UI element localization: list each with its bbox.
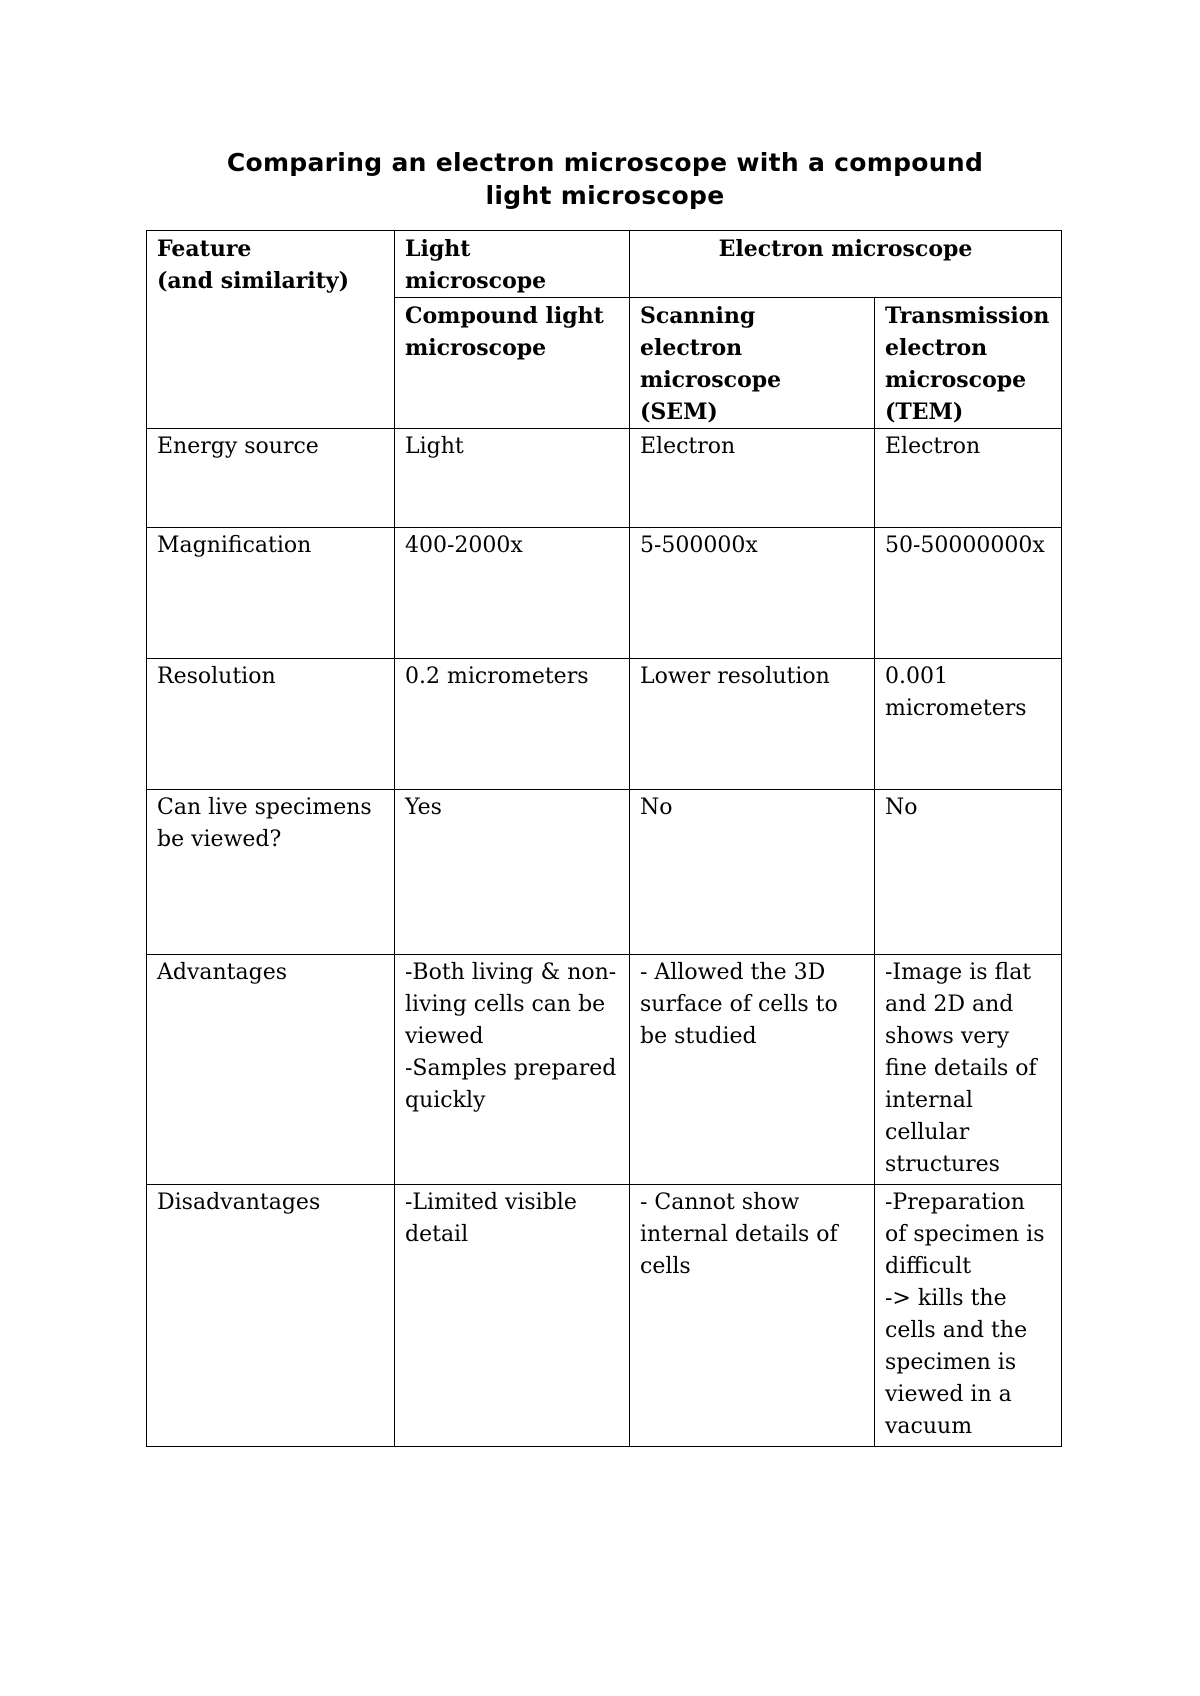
- cell-line: No: [640, 795, 673, 820]
- header-sem-name: Scanning electron microscope: [640, 303, 782, 393]
- cell-line: 5-500000x: [640, 533, 758, 558]
- cell-line: Electron: [640, 434, 736, 459]
- table-row: [147, 1185, 1062, 1447]
- cell-tem: [875, 528, 1062, 659]
- cell-light: [395, 659, 630, 790]
- cell-sem: [630, 528, 875, 659]
- cell-light: [395, 1185, 630, 1447]
- comparison-table: [146, 230, 1062, 1447]
- cell-light: [395, 790, 630, 955]
- cell-sem: [630, 1185, 875, 1447]
- header-electron-group: Electron microscope: [630, 231, 1062, 298]
- cell-light: [395, 955, 630, 1185]
- header-row-groups: [147, 231, 1062, 298]
- cell-tem: [875, 659, 1062, 790]
- cell-line: Electron: [885, 434, 981, 459]
- row-feature: Resolution: [147, 659, 395, 790]
- cell-line: Yes: [405, 795, 442, 820]
- row-feature: Can live specimens be viewed?: [147, 790, 395, 955]
- cell-line: -Preparation of specimen is difficult: [885, 1190, 1045, 1279]
- header-tem: [875, 298, 1062, 429]
- cell-line: No: [885, 795, 918, 820]
- cell-line: Lower resolution: [640, 664, 830, 689]
- page-title-line-1: Comparing an electron microscope with a compound: [226, 148, 984, 177]
- cell-line: 400-2000x: [405, 533, 523, 558]
- header-feature-sublabel: (and similarity): [157, 268, 349, 294]
- cell-line: - Cannot show internal details of cells: [640, 1190, 838, 1279]
- cell-tem: [875, 429, 1062, 528]
- cell-line: 0.2 micrometers: [405, 664, 589, 689]
- cell-line: -Both living & non-living cells can be viewed: [405, 960, 617, 1049]
- cell-line: - Allowed the 3D surface of cells to be studied: [640, 960, 838, 1049]
- table-row: [147, 790, 1062, 955]
- cell-line: -Limited visible detail: [405, 1190, 577, 1247]
- cell-line: -> kills the cells and the specimen is viewed in a vacuum: [885, 1286, 1028, 1439]
- cell-line: 50-50000000x: [885, 533, 1045, 558]
- cell-sem: [630, 659, 875, 790]
- table-row: [147, 528, 1062, 659]
- table-row: [147, 429, 1062, 528]
- header-tem-abbr: (TEM): [885, 399, 964, 425]
- table-row: [147, 659, 1062, 790]
- cell-line: -Samples prepared quickly: [405, 1056, 617, 1113]
- header-tem-name: Transmission electron microscope: [885, 303, 1050, 393]
- cell-line: Light: [405, 434, 464, 459]
- cell-light: [395, 528, 630, 659]
- row-feature: Magnification: [147, 528, 395, 659]
- header-sem-abbr: (SEM): [640, 399, 718, 425]
- cell-tem: [875, 1185, 1062, 1447]
- page-title-line-2: light microscope: [485, 181, 725, 210]
- cell-tem: [875, 790, 1062, 955]
- header-feature: [147, 231, 395, 429]
- row-feature: Disadvantages: [147, 1185, 395, 1447]
- cell-line: 0.001 micrometers: [885, 664, 1027, 721]
- cell-light: [395, 429, 630, 528]
- page-title: [150, 146, 1060, 212]
- cell-line: -Image is flat and 2D and shows very fine details of internal cellular structures: [885, 960, 1037, 1177]
- header-sem: [630, 298, 875, 429]
- header-compound-light: Compound light microscope: [395, 298, 630, 429]
- cell-sem: [630, 429, 875, 528]
- cell-sem: [630, 790, 875, 955]
- header-feature-label: Feature: [157, 236, 252, 262]
- cell-sem: [630, 955, 875, 1185]
- row-feature: Energy source: [147, 429, 395, 528]
- row-feature: Advantages: [147, 955, 395, 1185]
- header-light-group: Light microscope: [395, 231, 630, 298]
- cell-tem: [875, 955, 1062, 1185]
- table-row: [147, 955, 1062, 1185]
